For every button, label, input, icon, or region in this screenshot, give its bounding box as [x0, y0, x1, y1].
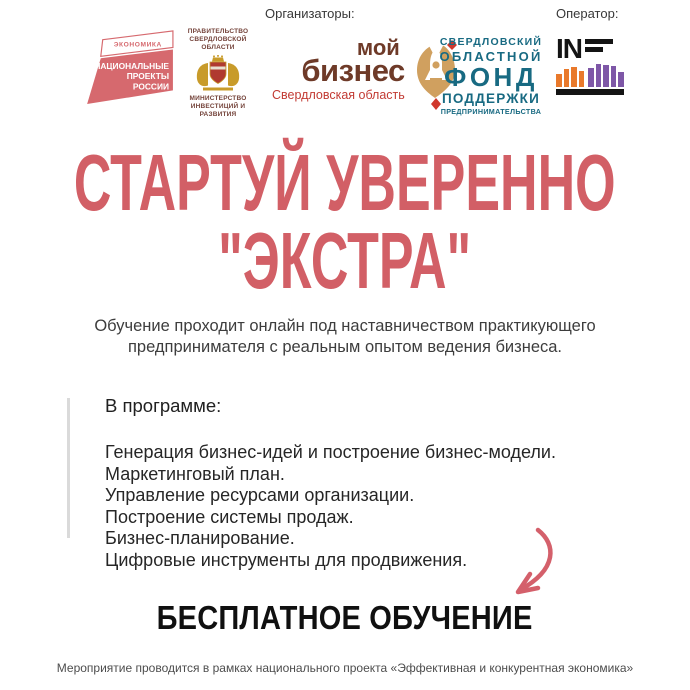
free-training-label: БЕСПЛАТНОЕ ОБУЧЕНИЕ [157, 599, 533, 636]
fond-line1: СВЕРДЛОВСКИЙ [439, 36, 543, 48]
organizers-label: Организаторы: [265, 6, 355, 21]
program-heading: В программе: [105, 395, 222, 416]
orange-bars-icon [556, 67, 584, 87]
moy-region-label: Свердловская область [272, 88, 405, 102]
gov-line1: ПРАВИТЕЛЬСТВО [187, 28, 249, 35]
title-line1: СТАРТУЙ УВЕРЕННО [74, 138, 616, 227]
program-item: Генерация бизнес-идей и построение бизнес-модели. [105, 442, 556, 462]
free-training-banner [0, 599, 690, 637]
footer-note: Мероприятие проводится в рамках национального проекта «Эффективная и конкурентная экономика» [56, 661, 634, 675]
coat-of-arms-icon [191, 55, 245, 92]
purple-bars-icon [588, 64, 624, 87]
national-projects-logo [84, 28, 178, 111]
fond-line2: ОБЛАСТНОЙ [439, 49, 543, 64]
natproj-line2: ПРОЕКТЫ [126, 71, 170, 82]
fond-line5: ПРЕДПРИНИМАТЕЛЬСТВА [440, 107, 542, 116]
national-projects-flag-icon [84, 28, 178, 106]
fond-line3: ФОНД [444, 62, 538, 92]
moy-biznes-text [272, 35, 405, 102]
natproj-line1: НАЦИОНАЛЬНЫЕ [94, 60, 170, 71]
page-title [0, 138, 690, 305]
fond-logo [438, 36, 544, 116]
subtitle: Обучение проходит онлайн под наставничеством практикующего предпринимателя с реальным опытом ведения бизнеса. [94, 317, 596, 356]
operator-label: Оператор: [556, 6, 619, 21]
program-item: Маркетинговый план. [105, 463, 285, 484]
init-barchart-icon [556, 64, 624, 87]
program-item: Цифровые инструменты для продвижения. [105, 549, 468, 570]
gov-line3: МИНИСТЕРСТВО [189, 95, 247, 102]
program-item: Построение системы продаж. [105, 506, 354, 527]
program-section [105, 394, 556, 571]
title-line2: "ЭКСТРА" [218, 216, 472, 305]
fond-line4: ПОДДЕРЖКИ [441, 91, 541, 106]
init-word: IN [556, 33, 582, 64]
moy-biznes-logo [272, 35, 460, 110]
natproj-line3: РОССИИ [132, 81, 170, 92]
program-accent-line [67, 398, 70, 538]
program-item: Бизнес-планирование. [105, 528, 295, 548]
gov-line2: СВЕРДЛОВСКОЙ ОБЛАСТИ [189, 36, 247, 51]
init-rotated-letters-icon [585, 39, 613, 61]
biznes-word: бизнес [301, 53, 405, 88]
program-item: Управление ресурсами организации. [105, 485, 415, 505]
init-top-row [556, 33, 624, 64]
government-ministry-logo [176, 28, 260, 119]
natproj-tag-label: ЭКОНОМИКА [113, 41, 162, 49]
init-baseline-bar [556, 89, 624, 95]
curved-arrow-icon [500, 524, 558, 598]
moy-word: мой [356, 35, 400, 60]
gov-line4: ИНВЕСТИЦИЙ И РАЗВИТИЯ [190, 103, 246, 118]
operator-init-logo [556, 33, 624, 95]
